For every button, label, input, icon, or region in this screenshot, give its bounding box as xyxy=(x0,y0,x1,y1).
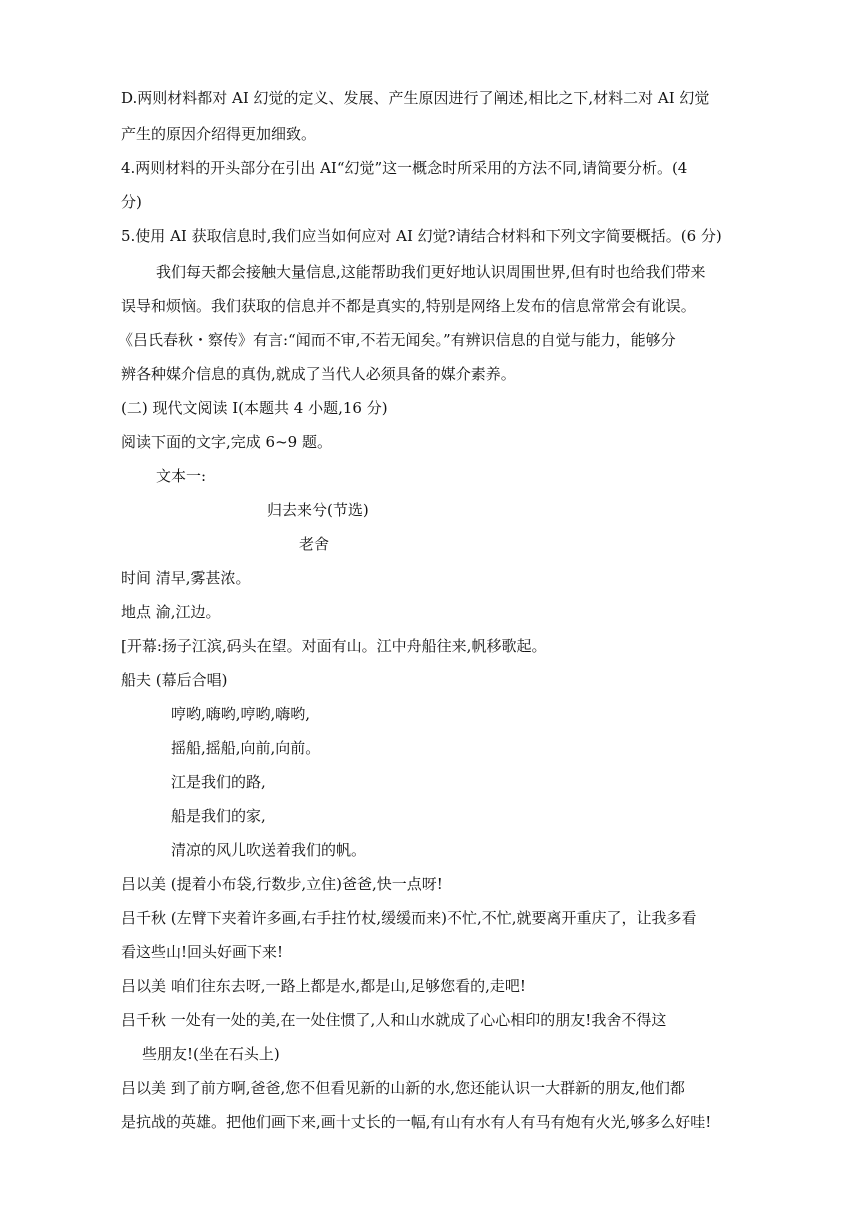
text-line: D.两则材料都对 AI 幻觉的定义、发展、产生原因进行了阐述,相比之下,材料二对 AI 幻觉 xyxy=(121,89,710,107)
text-line: 阅读下面的文字,完成 6~9 题。 xyxy=(121,433,332,451)
text-line: 误导和烦恼。我们获取的信息并不都是真实的,特别是网络上发布的信息常常会有讹误。 xyxy=(121,297,696,315)
text-line: 辨各种媒介信息的真伪,就成了当代人必须具备的媒介素养。 xyxy=(121,365,516,383)
text-line: 4.两则材料的开头部分在引出 AI“幻觉”这一概念时所采用的方法不同,请简要分析。(4 xyxy=(121,159,688,177)
text-line: 文本一: xyxy=(156,467,207,485)
text-line: 地点 渝,江边。 xyxy=(121,603,221,621)
dialogue-line: 吕以美 (提着小布袋,行数步,立住)爸爸,快一点呀! xyxy=(121,875,443,893)
song-line: 江是我们的路, xyxy=(171,773,266,791)
song-line: 摇船,摇船,向前,向前。 xyxy=(171,739,321,757)
play-author: 老舍 xyxy=(299,535,330,553)
dialogue-line: 吕千秋 (左臂下夹着许多画,右手拄竹杖,缓缓而来)不忙,不忙,就要离开重庆了，让我多看 xyxy=(121,909,697,927)
text-line: 《吕氏春秋・察传》有言:“闻而不审,不若无闻矣。”有辨识信息的自觉与能力，能够分 xyxy=(118,331,676,349)
dialogue-line: 吕千秋 一处有一处的美,在一处住惯了,人和山水就成了心心相印的朋友!我舍不得这 xyxy=(121,1011,667,1029)
song-line: 清凉的风儿吹送着我们的帆。 xyxy=(171,841,367,859)
text-line: 时间 清早,雾甚浓。 xyxy=(121,569,251,587)
dialogue-line: 些朋友!(坐在石头上) xyxy=(142,1045,280,1063)
section-heading: (二) 现代文阅读 I(本题共 4 小题,16 分) xyxy=(121,399,388,417)
song-line: 船是我们的家, xyxy=(171,807,266,825)
dialogue-line: 看这些山!回头好画下来! xyxy=(121,943,284,961)
dialogue-line: 吕以美 咱们往东去呀,一路上都是水,都是山,足够您看的,走吧! xyxy=(121,977,526,995)
text-line: 我们每天都会接触大量信息,这能帮助我们更好地认识周围世界,但有时也给我们带来 xyxy=(156,263,706,281)
text-line: 产生的原因介绍得更加细致。 xyxy=(121,125,317,143)
dialogue-line: 是抗战的英雄。把他们画下来,画十丈长的一幅,有山有水有人有马有炮有火光,够多么好哇! xyxy=(121,1113,712,1131)
text-line: 5.使用 AI 获取信息时,我们应当如何应对 AI 幻觉?请结合材料和下列文字简要概括。(6 分) xyxy=(121,227,722,245)
stage-direction: [开幕:扬子江滨,码头在望。对面有山。江中舟船往来,帆移歌起。 xyxy=(121,637,547,655)
dialogue-line: 船夫 (幕后合唱) xyxy=(121,671,228,689)
play-title: 归去来兮(节选) xyxy=(267,501,369,519)
dialogue-line: 吕以美 到了前方啊,爸爸,您不但看见新的山新的水,您还能认识一大群新的朋友,他们都 xyxy=(121,1079,685,1097)
song-line: 哼哟,嗨哟,哼哟,嗨哟, xyxy=(171,705,311,723)
text-line: 分) xyxy=(121,193,142,211)
